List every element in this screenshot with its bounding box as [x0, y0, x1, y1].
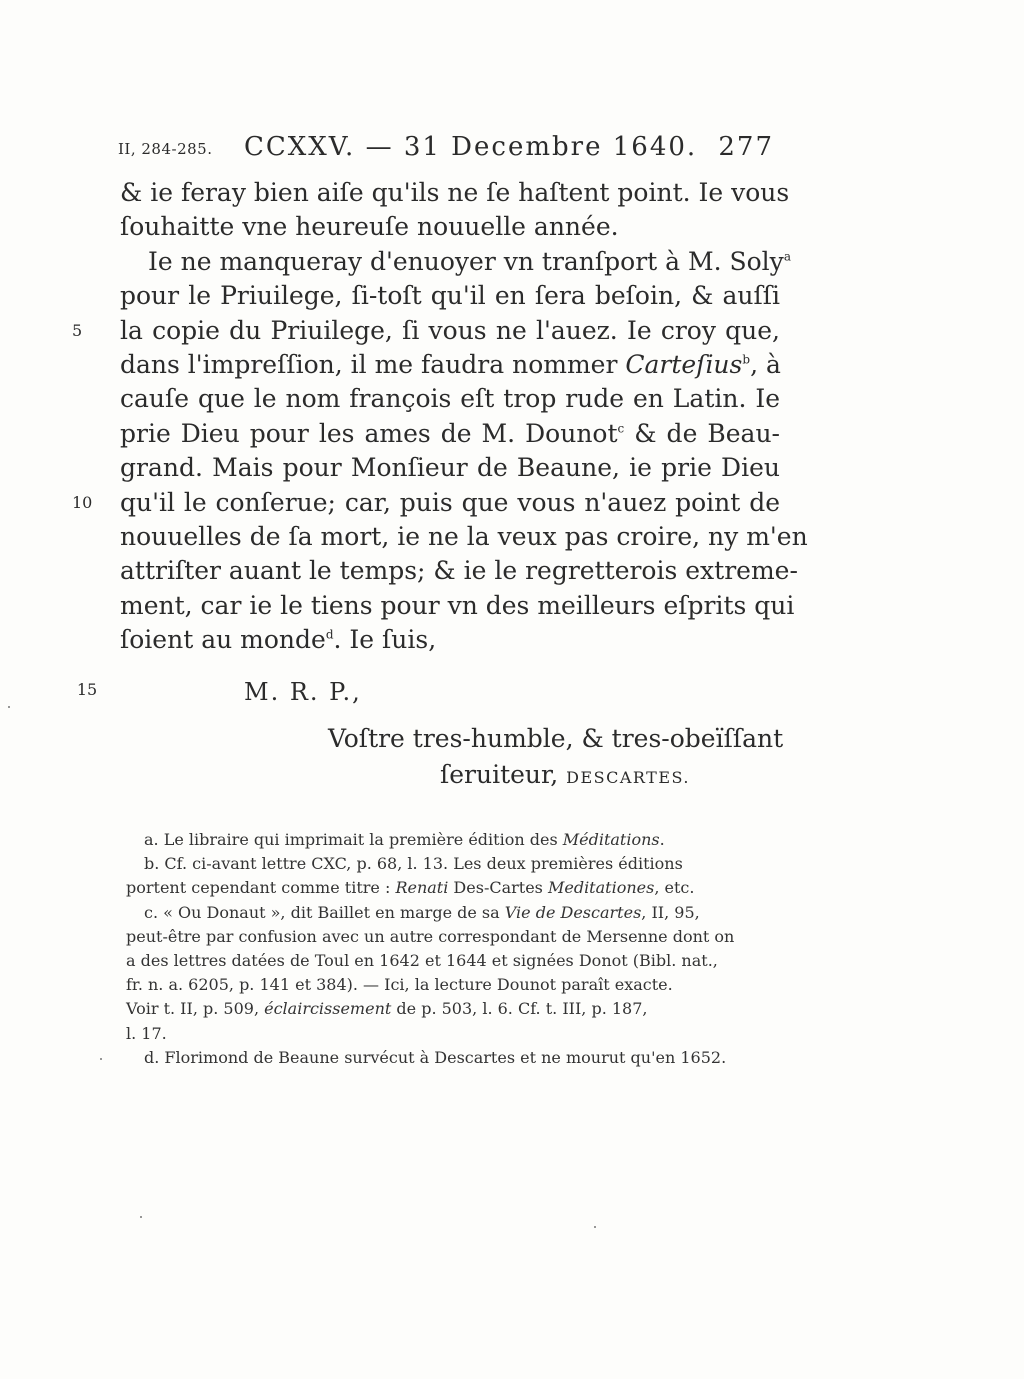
footnote-text: b. Cf. ci-avant lettre CXC, p. 68, l. 13. Les deux premières éditions — [144, 854, 683, 874]
footnote-marker: c — [617, 421, 625, 436]
footnote-marker: b — [742, 352, 751, 367]
footnote-text: c. « Ou Donaut », dit Baillet en marge de sa — [144, 902, 505, 922]
text-line — [120, 623, 780, 657]
text-line-content: . Ie ſuis, — [333, 625, 437, 655]
text-line-content: attriſter auant le temps; & ie le regretterois extreme- — [120, 556, 798, 586]
footnote-c — [126, 901, 782, 925]
footnote-b — [126, 852, 782, 876]
text-line — [72, 486, 780, 520]
text-line-content: grand. Mais pour Monſieur de Beaune, ie prie Dieu — [120, 453, 780, 483]
footnote-marker: a — [783, 249, 791, 264]
footnote-text: d. Florimond de Beaune survécut à Descartes et ne mourut qu'en 1652. — [144, 1047, 727, 1067]
footnotes — [126, 828, 782, 1070]
text-line — [120, 451, 780, 485]
text-line — [72, 314, 780, 348]
page-number: 277 — [718, 132, 774, 162]
footnote-text: de p. 503, l. 6. Cf. t. III, p. 187, — [391, 999, 648, 1019]
text-line — [120, 589, 795, 623]
text-line-content: Ie ne manqueray d'enuoyer vn tranſport à M. Soly — [148, 246, 784, 276]
text-line-content: ſouhaitte vne heureuſe nouuelle année. — [120, 212, 619, 242]
line-number: 15 — [76, 680, 98, 699]
italic-term: Carteſius — [625, 349, 743, 379]
text-line — [120, 520, 808, 554]
text-line — [120, 348, 780, 382]
footnote-text: l. 17. — [126, 1023, 167, 1043]
text-line-content: cauſe que le nom françois eſt trop rude en Latin. Ie — [120, 384, 780, 414]
text-line-content: & de Beau- — [624, 418, 780, 448]
text-line-content: , à — [750, 349, 781, 379]
text-line — [120, 382, 780, 416]
text-line — [120, 210, 780, 244]
text-line — [120, 245, 791, 279]
footnote-b-continued — [126, 876, 782, 900]
line-number: 10 — [72, 492, 93, 512]
text-line-content: & ie feray bien aiſe qu'ils ne ſe haſtent point. Ie vous — [120, 178, 790, 207]
scan-speck — [8, 706, 10, 708]
scan-speck — [140, 1216, 142, 1218]
volume-reference: II, 284-285. — [118, 140, 213, 158]
closing-word: ſeruiteur, — [440, 760, 567, 789]
text-line-content: ment, car ie le tiens pour vn des meilleurs eſprits qui — [120, 590, 795, 620]
footnote-text: Voir t. II, p. 509, — [126, 999, 265, 1019]
footnote-text: Des-Cartes — [448, 878, 548, 898]
text-line — [120, 554, 798, 588]
footnote-a — [126, 828, 782, 852]
italic-term: Renati — [395, 878, 449, 898]
footnote-d — [126, 1046, 782, 1070]
text-line-content: dans l'impreſſion, il me faudra nommer — [120, 349, 626, 379]
text-line — [120, 417, 780, 451]
footnote-text: fr. n. a. 6205, p. 141 et 384). — Ici, la lecture Dounot paraît exacte. — [126, 975, 673, 995]
italic-term: éclaircissement — [264, 999, 392, 1019]
footnote-c-continued — [126, 925, 782, 949]
text-line-content: la copie du Priuilege, ſi vous ne l'auez. Ie croy que, — [120, 315, 780, 345]
closing-signature-line — [440, 760, 690, 789]
footnote-text: peut-être par confusion avec un autre correspondant de Mersenne dont on — [126, 926, 735, 946]
footnote-c-continued — [126, 949, 782, 973]
closing-formula: Voſtre tres-humble, & tres-obeïſſant — [328, 724, 784, 753]
footnote-marker: d — [325, 627, 334, 642]
footnote-text: , etc. — [654, 878, 695, 898]
line-number: 5 — [72, 320, 83, 340]
footnote-text: a. Le libraire qui imprimait la première édition des — [144, 830, 563, 849]
italic-term: Méditations — [562, 830, 660, 849]
salutation: M. R. P., — [244, 678, 362, 706]
text-line-content: ſoient au monde — [120, 625, 326, 655]
footnote-c-continued — [126, 1022, 782, 1046]
signature: DESCARTES. — [566, 768, 690, 787]
running-header — [118, 132, 778, 166]
letter-body — [72, 176, 808, 657]
footnote-c-continued — [126, 973, 782, 997]
scan-speck — [594, 1226, 596, 1228]
text-line-content: pour le Priuilege, ſi-toſt qu'il en ſera beſoin, & auſſi — [120, 281, 780, 311]
text-line-content: prie Dieu pour les ames de M. Dounot — [120, 418, 618, 448]
footnote-text: , II, 95, — [641, 902, 700, 922]
letter-heading: CCXXV. — 31 Decembre 1640. — [244, 132, 698, 162]
text-line — [120, 176, 790, 210]
italic-term: Vie de Descartes — [504, 902, 642, 922]
text-line-content: qu'il le conſerue; car, puis que vous n'auez point de — [120, 487, 780, 517]
footnote-c-continued — [126, 997, 782, 1021]
text-line — [120, 279, 780, 313]
text-line-content: nouuelles de ſa mort, ie ne la veux pas croire, ny m'en — [120, 521, 808, 551]
italic-term: Meditationes — [547, 878, 655, 898]
footnote-text: a des lettres datées de Toul en 1642 et 1644 et signées Donot (Bibl. nat., — [126, 951, 718, 971]
scan-speck — [100, 1058, 102, 1060]
footnote-text: . — [659, 830, 665, 849]
footnote-text: portent cependant comme titre : — [126, 878, 396, 898]
